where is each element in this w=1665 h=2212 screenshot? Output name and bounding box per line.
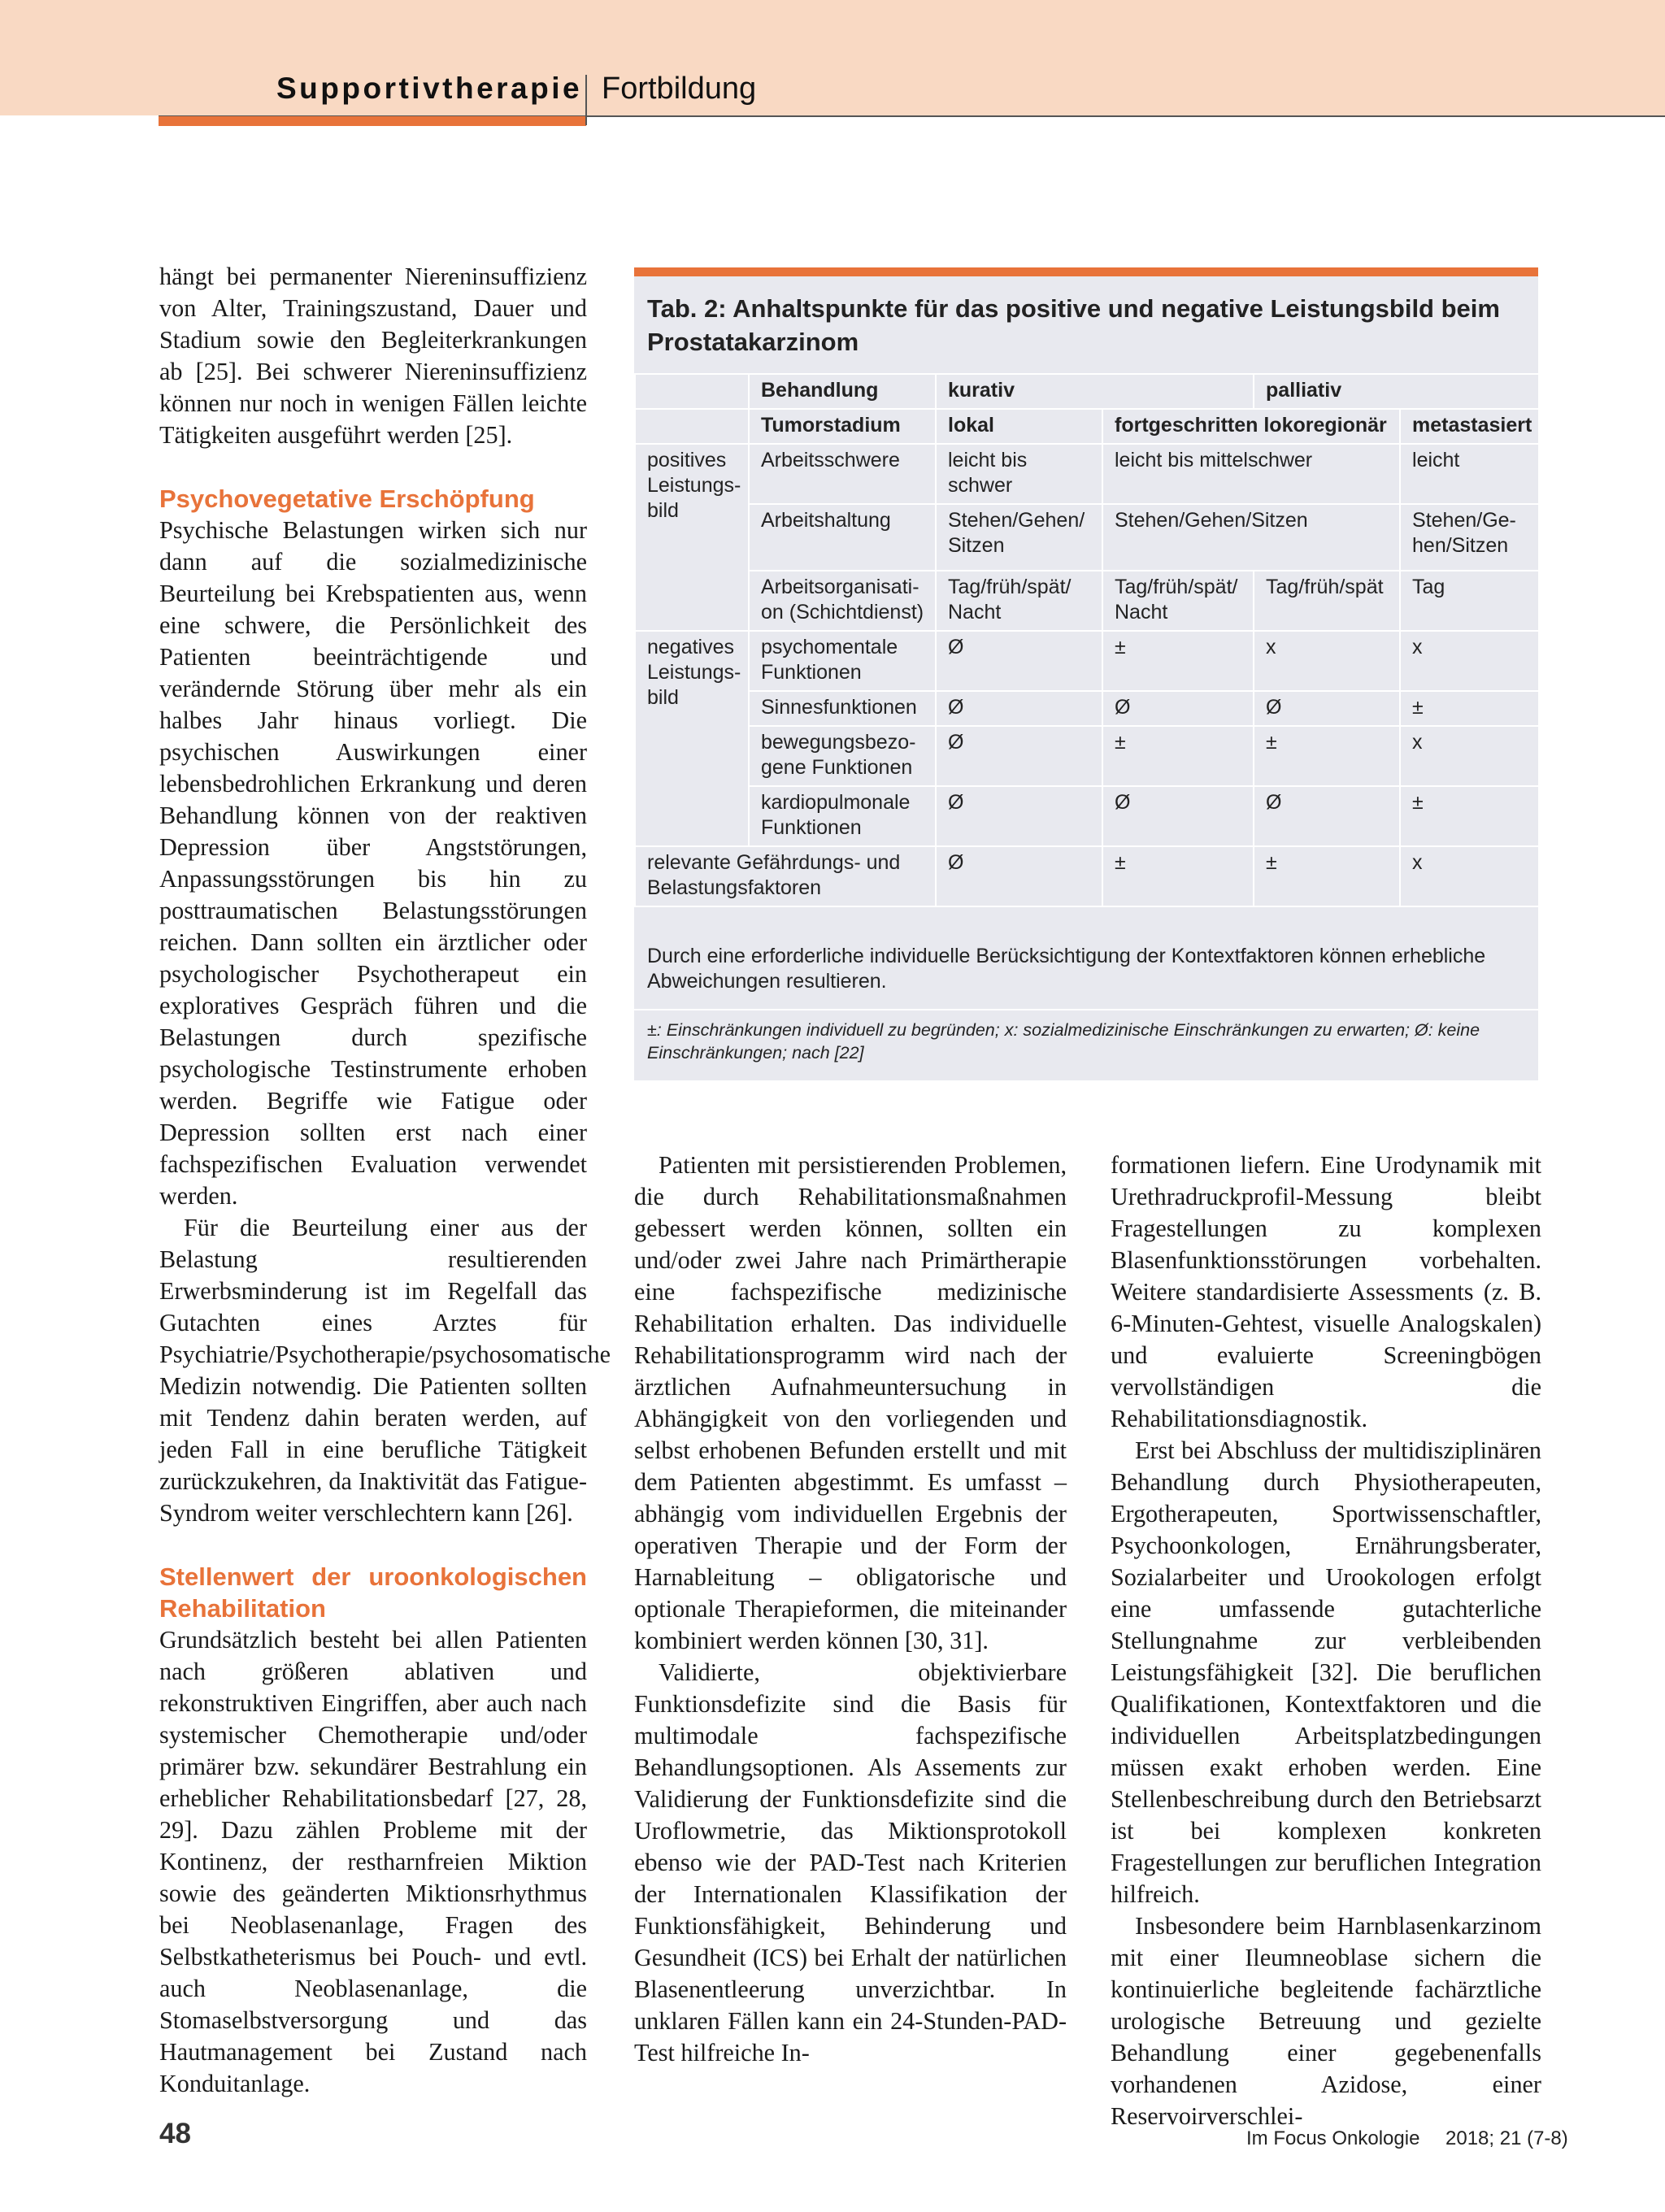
table-row: [635, 691, 1539, 726]
table-cell: x: [1254, 631, 1400, 691]
table-cell: x: [1400, 846, 1539, 906]
section-heading: Stellenwert der uroonkologischen Rehabilitation: [159, 1562, 587, 1623]
table-cell: relevante Gefährdungs- und Belastungsfaktoren: [635, 846, 936, 906]
table-cell: ±: [1102, 631, 1254, 691]
paragraph: hängt bei permanenter Niereninsuffizienz von Alter, Trainingszustand, Dauer und Stadium sowie den Begleiterkrankungen ab [25]. Bei schwerer Niereninsuffizienz können nur noch in wenigen Fällen leichte Tätigkeiten ausgeführt werden [25].: [159, 263, 587, 449]
table-row: [635, 631, 1539, 691]
table-cell: x: [1400, 631, 1539, 691]
section-heading: Psychovegetative Erschöpfung: [159, 485, 535, 513]
paragraph: Erst bei Abschluss der multidisziplinären Behandlung durch Physiotherapeuten, Ergotherapeuten, Sportwissenschaftler, Psychoonkologen, Ernährungsberater, Sozialarbeiter und Urookologen erfolgt eine umfassende gutachterliche Stellungnahme zur verbleibenden Leistungsfähigkeit [32]. Die beruflichen Qualifikationen, Kontextfaktoren und die individuellen Arbeitsplatzbedingungen müssen exakt erhoben werden. Eine Stellenbeschreibung durch den Betriebsarzt ist bei komplexen konkreten Fragestellungen zur beruflichen Integration hilfreich.: [1111, 1436, 1541, 1908]
table-row: [635, 571, 1539, 631]
table-cell: ±: [1254, 846, 1400, 906]
table-cell: psychomentale Funktionen: [749, 631, 936, 691]
table-cell: Ø: [936, 786, 1102, 846]
table-header: Tumorstadium: [749, 409, 936, 444]
paragraph: Grundsätzlich besteht bei allen Patienten nach größeren ablativen und rekonstruktiven Eingriffen, aber auch nach systemischer Chemotherapie und/oder primärer bzw. sekundärer Bestrahlung ein erheblicher Rehabilitationsbedarf [27, 28, 29]. Dazu zählen Probleme mit der Kontinenz, der restharnfreien Miktion sowie des geänderten Miktionsrhythmus bei Neoblasenanlage, Fragen des Selbstkatheterismus bei Pouch- und evtl. auch Neoblasenanlage, die Stomaselbstversorgung und das Hautmanagement bei Zustand nach Konduitanlage.: [159, 1626, 587, 2097]
table-row: [635, 374, 1539, 409]
paragraph: formationen liefern. Eine Urodynamik mit Urethradruckprofil-Messung bleibt Fragestellungen zu komplexen Blasenfunktionsstörungen vorbehalten. Weitere standardisierte Assessments (z. B. 6-Minuten-Gehtest, visuelle Analogskalen) und evaluierte Screeningbögen vervollständigen die Rehabilitationsdiagnostik.: [1111, 1151, 1541, 1432]
section-label: Supportivtherapie: [276, 72, 583, 105]
table-title: Tab. 2: Anhaltspunkte für das positive und negative Leistungsbild beim Prostatakarzinom: [647, 294, 1500, 356]
page-number: 48: [159, 2118, 191, 2149]
table-cell: Tag/früh/spät/ Nacht: [1102, 571, 1254, 631]
table-cell: ±: [1400, 691, 1539, 726]
paragraph: Insbesondere beim Harnblasenkarzinom mit einer Ileumneoblase sichern die kontinuierliche begleitende fachärztliche urologische Betreuung und gezielte Behandlung einer gegebenenfalls vorhandenen Azidose, einer Reservoirverschlei-: [1111, 1912, 1541, 2130]
table-cell: Ø: [1102, 786, 1254, 846]
table-cell: bewegungsbezo-gene Funktionen: [749, 726, 936, 786]
header-bar: [0, 0, 1665, 115]
table-header: metastasiert: [1400, 409, 1539, 444]
table-cell: Ø: [936, 726, 1102, 786]
journal-issue: 2018; 21 (7-8): [1445, 2127, 1568, 2149]
table-cell: ±: [1102, 726, 1254, 786]
table-header: fortgeschritten lokoregionär: [1102, 409, 1400, 444]
table-cell: kardiopulmonale Funktionen: [749, 786, 936, 846]
table-row: [635, 504, 1539, 571]
table-header: palliativ: [1254, 374, 1539, 409]
table-cell: Tag/früh/spät/ Nacht: [936, 571, 1102, 631]
table-header: lokal: [936, 409, 1102, 444]
header-accent: [159, 116, 586, 126]
paragraph: Validierte, objektivierbare Funktionsdefizite sind die Basis für multimodale fachspezifische Behandlungsoptionen. Als Assements zur Validierung der Funktionsdefizite sind die Uroflowmetrie, das Miktionsprotokoll ebenso wie der PAD-Test nach Kriterien der Internationalen Klassifikation der Funktionsfähigkeit, Behinderung und Gesundheit (ICS) bei Erhalt der natürlichen Blasenentleerung unverzichtbar. In unklaren Fällen kann ein 24-Stunden-PAD-Test hilfreiche In-: [634, 1658, 1067, 2066]
table-group-label: negatives Leistungs-bild: [635, 631, 749, 846]
table-cell: Sinnesfunktionen: [749, 691, 936, 726]
journal-name: Im Focus Onkologie: [1246, 2127, 1420, 2149]
table-grid: [634, 373, 1540, 907]
table-cell: Stehen/Gehen/Sitzen: [1102, 504, 1400, 571]
table-cell: Stehen/Ge-hen/Sitzen: [1400, 504, 1539, 571]
column-right: [1111, 1149, 1541, 2132]
table-group-label: positives Leistungs-bild: [635, 444, 749, 631]
table-cell: ±: [1102, 846, 1254, 906]
table-legend: ±: Einschränkungen individuell zu begründen; x: sozialmedizinische Einschränkungen zu erwarten; Ø: keine Einschränkungen; nach [22]: [647, 1020, 1480, 1063]
table-cell: ±: [1254, 726, 1400, 786]
paragraph: Patienten mit persistierenden Problemen, die durch Rehabilitationsmaßnahmen gebessert werden können, sollten ein und/oder zwei Jahre nach Primärtherapie eine fachspezifische medizinische Rehabilitation erhalten. Das individuelle Rehabilitationsprogramm wird nach der ärztlichen Aufnahmeuntersuchung in Abhängigkeit von den vorliegenden und selbst erhobenen Befunden erstellt und mit dem Patienten abgestimmt. Es umfasst – abhängig vom individuellen Ergebnis der operativen Therapie und der Form der Harnableitung – obligatorische und optionale Therapieformen, die miteinander kombiniert werden können [30, 31].: [634, 1151, 1067, 1654]
paragraph: Psychische Belastungen wirken sich nur dann auf die sozialmedizinische Beurteilung bei Krebspatienten aus, wenn eine schwere, die Persönlichkeit des Patienten beeinträchtigende und verändernde Störung über mehr als ein halbes Jahr hinaus vorliegt. Die psychischen Auswirkungen einer lebensbedrohlichen Erkrankung und deren Behandlung können von der reaktiven Depression über Angststörungen, Anpassungsstörungen bis hin zu posttraumatischen Belastungsstörungen reichen. Dann sollten ein ärztlicher oder psychologischer Psychotherapeut ein exploratives Gespräch führen und die Belastungen durch spezifische psychologische Testinstrumente erhoben werden. Begriffe wie Fatigue oder Depression sollten erst nach einer fachspezifischen Evaluation verwendet werden.: [159, 516, 587, 1210]
column-left: [159, 261, 611, 2100]
table-cell: Ø: [1102, 691, 1254, 726]
table-row: [635, 444, 1539, 504]
table-cell: ±: [1400, 786, 1539, 846]
table-cell: Ø: [1254, 691, 1400, 726]
table-cell: Tag: [1400, 571, 1539, 631]
header-separator: [585, 75, 587, 125]
table-row: [635, 409, 1539, 444]
paragraph: Für die Beurteilung einer aus der Belastung resultierenden Erwerbsminderung ist im Regelfall das Gutachten eines Arztes für Psychiatrie/Psychotherapie/psychosomatische Medizin notwendig. Die Patienten sollten mit Tendenz dahin beraten werden, auf jeden Fall in eine berufliche Tätigkeit zurückzukehren, da Inaktivität das Fatigue-Syndrom weiter verschlechtern kann [26].: [159, 1214, 611, 1527]
table-cell: x: [1400, 726, 1539, 786]
table-cell: [635, 409, 749, 444]
table-cell: Arbeitsorganisati-on (Schichtdienst): [749, 571, 936, 631]
table-cell: Arbeitsschwere: [749, 444, 936, 504]
table-row: [635, 786, 1539, 846]
table-cell: Stehen/Gehen/ Sitzen: [936, 504, 1102, 571]
table-cell: Ø: [936, 631, 1102, 691]
table-divider: [634, 1009, 1538, 1010]
table-cell: Ø: [936, 846, 1102, 906]
table-cell: [635, 374, 749, 409]
table-header: Behandlung: [749, 374, 936, 409]
series-label: Fortbildung: [602, 72, 757, 106]
table-row: [635, 846, 1539, 906]
table-cell: leicht bis schwer: [936, 444, 1102, 504]
table-accent: [634, 267, 1538, 276]
table-cell: Arbeitshaltung: [749, 504, 936, 571]
table-cell: Ø: [936, 691, 1102, 726]
table-cell: leicht: [1400, 444, 1539, 504]
column-middle: [634, 1149, 1067, 2069]
table-2: [634, 267, 1538, 1080]
table-note: Durch eine erforderliche individuelle Berücksichtigung der Kontextfaktoren können erhebliche Abweichungen resultieren.: [647, 945, 1486, 993]
table-header: kurativ: [936, 374, 1254, 409]
table-row: [635, 726, 1539, 786]
table-cell: leicht bis mittelschwer: [1102, 444, 1400, 504]
table-cell: Ø: [1254, 786, 1400, 846]
table-cell: Tag/früh/spät: [1254, 571, 1400, 631]
